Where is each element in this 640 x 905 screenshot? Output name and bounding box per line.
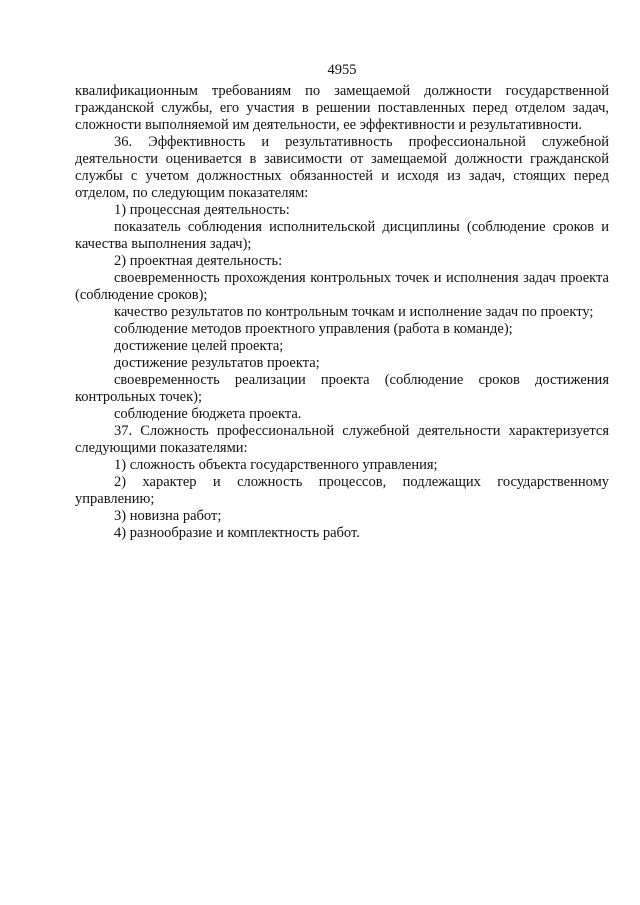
paragraph-work-novelty: 3) новизна работ;	[114, 508, 222, 524]
paragraph-project-activity: 2) проектная деятельность:	[114, 253, 283, 269]
paragraph-process-activity: 1) процессная деятельность:	[114, 202, 290, 218]
page-number: 4955	[327, 62, 357, 78]
paragraph-process-complexity: 2) характер и сложность процессов, подлежащих государственному управлению;	[75, 474, 609, 507]
paragraph-object-complexity: 1) сложность объекта государственного управления;	[114, 457, 438, 473]
document-page	[75, 60, 609, 542]
paragraph-continuation: квалификационным требованиям по замещаемой должности государственной гражданской службы, его участия в решении поставленных перед отделом задач, сложности выполняемой им деятельности, ее эффективности и результативности.	[75, 83, 609, 133]
paragraph-result-quality: качество результатов по контрольным точкам и исполнение задач по проекту;	[114, 304, 594, 320]
paragraph-work-diversity: 4) разнообразие и комплектность работ.	[114, 525, 360, 541]
document-body	[75, 83, 609, 542]
paragraph-project-goals: достижение целей проекта;	[114, 338, 284, 354]
paragraph-item-36: 36. Эффективность и результативность профессиональной служебной деятельности оценивается в зависимости от замещаемой должности гражданской службы с учетом должностных обязанностей и исходя из задач, стоящих перед отделом, по следующим показателям:	[75, 134, 609, 201]
paragraph-project-results: достижение результатов проекта;	[114, 355, 320, 371]
paragraph-project-methods: соблюдение методов проектного управления (работа в команде);	[114, 321, 513, 337]
paragraph-project-timeliness: своевременность реализации проекта (соблюдение сроков достижения контрольных точек);	[75, 372, 609, 405]
paragraph-checkpoint-timeliness: своевременность прохождения контрольных точек и исполнения задач проекта (соблюдение сроков);	[75, 270, 609, 303]
paragraph-item-37: 37. Сложность профессиональной служебной деятельности характеризуется следующими показателями:	[75, 423, 609, 456]
paragraph-discipline-indicator: показатель соблюдения исполнительской дисциплины (соблюдение сроков и качества выполнения задач);	[75, 219, 609, 252]
paragraph-project-budget: соблюдение бюджета проекта.	[114, 406, 302, 422]
